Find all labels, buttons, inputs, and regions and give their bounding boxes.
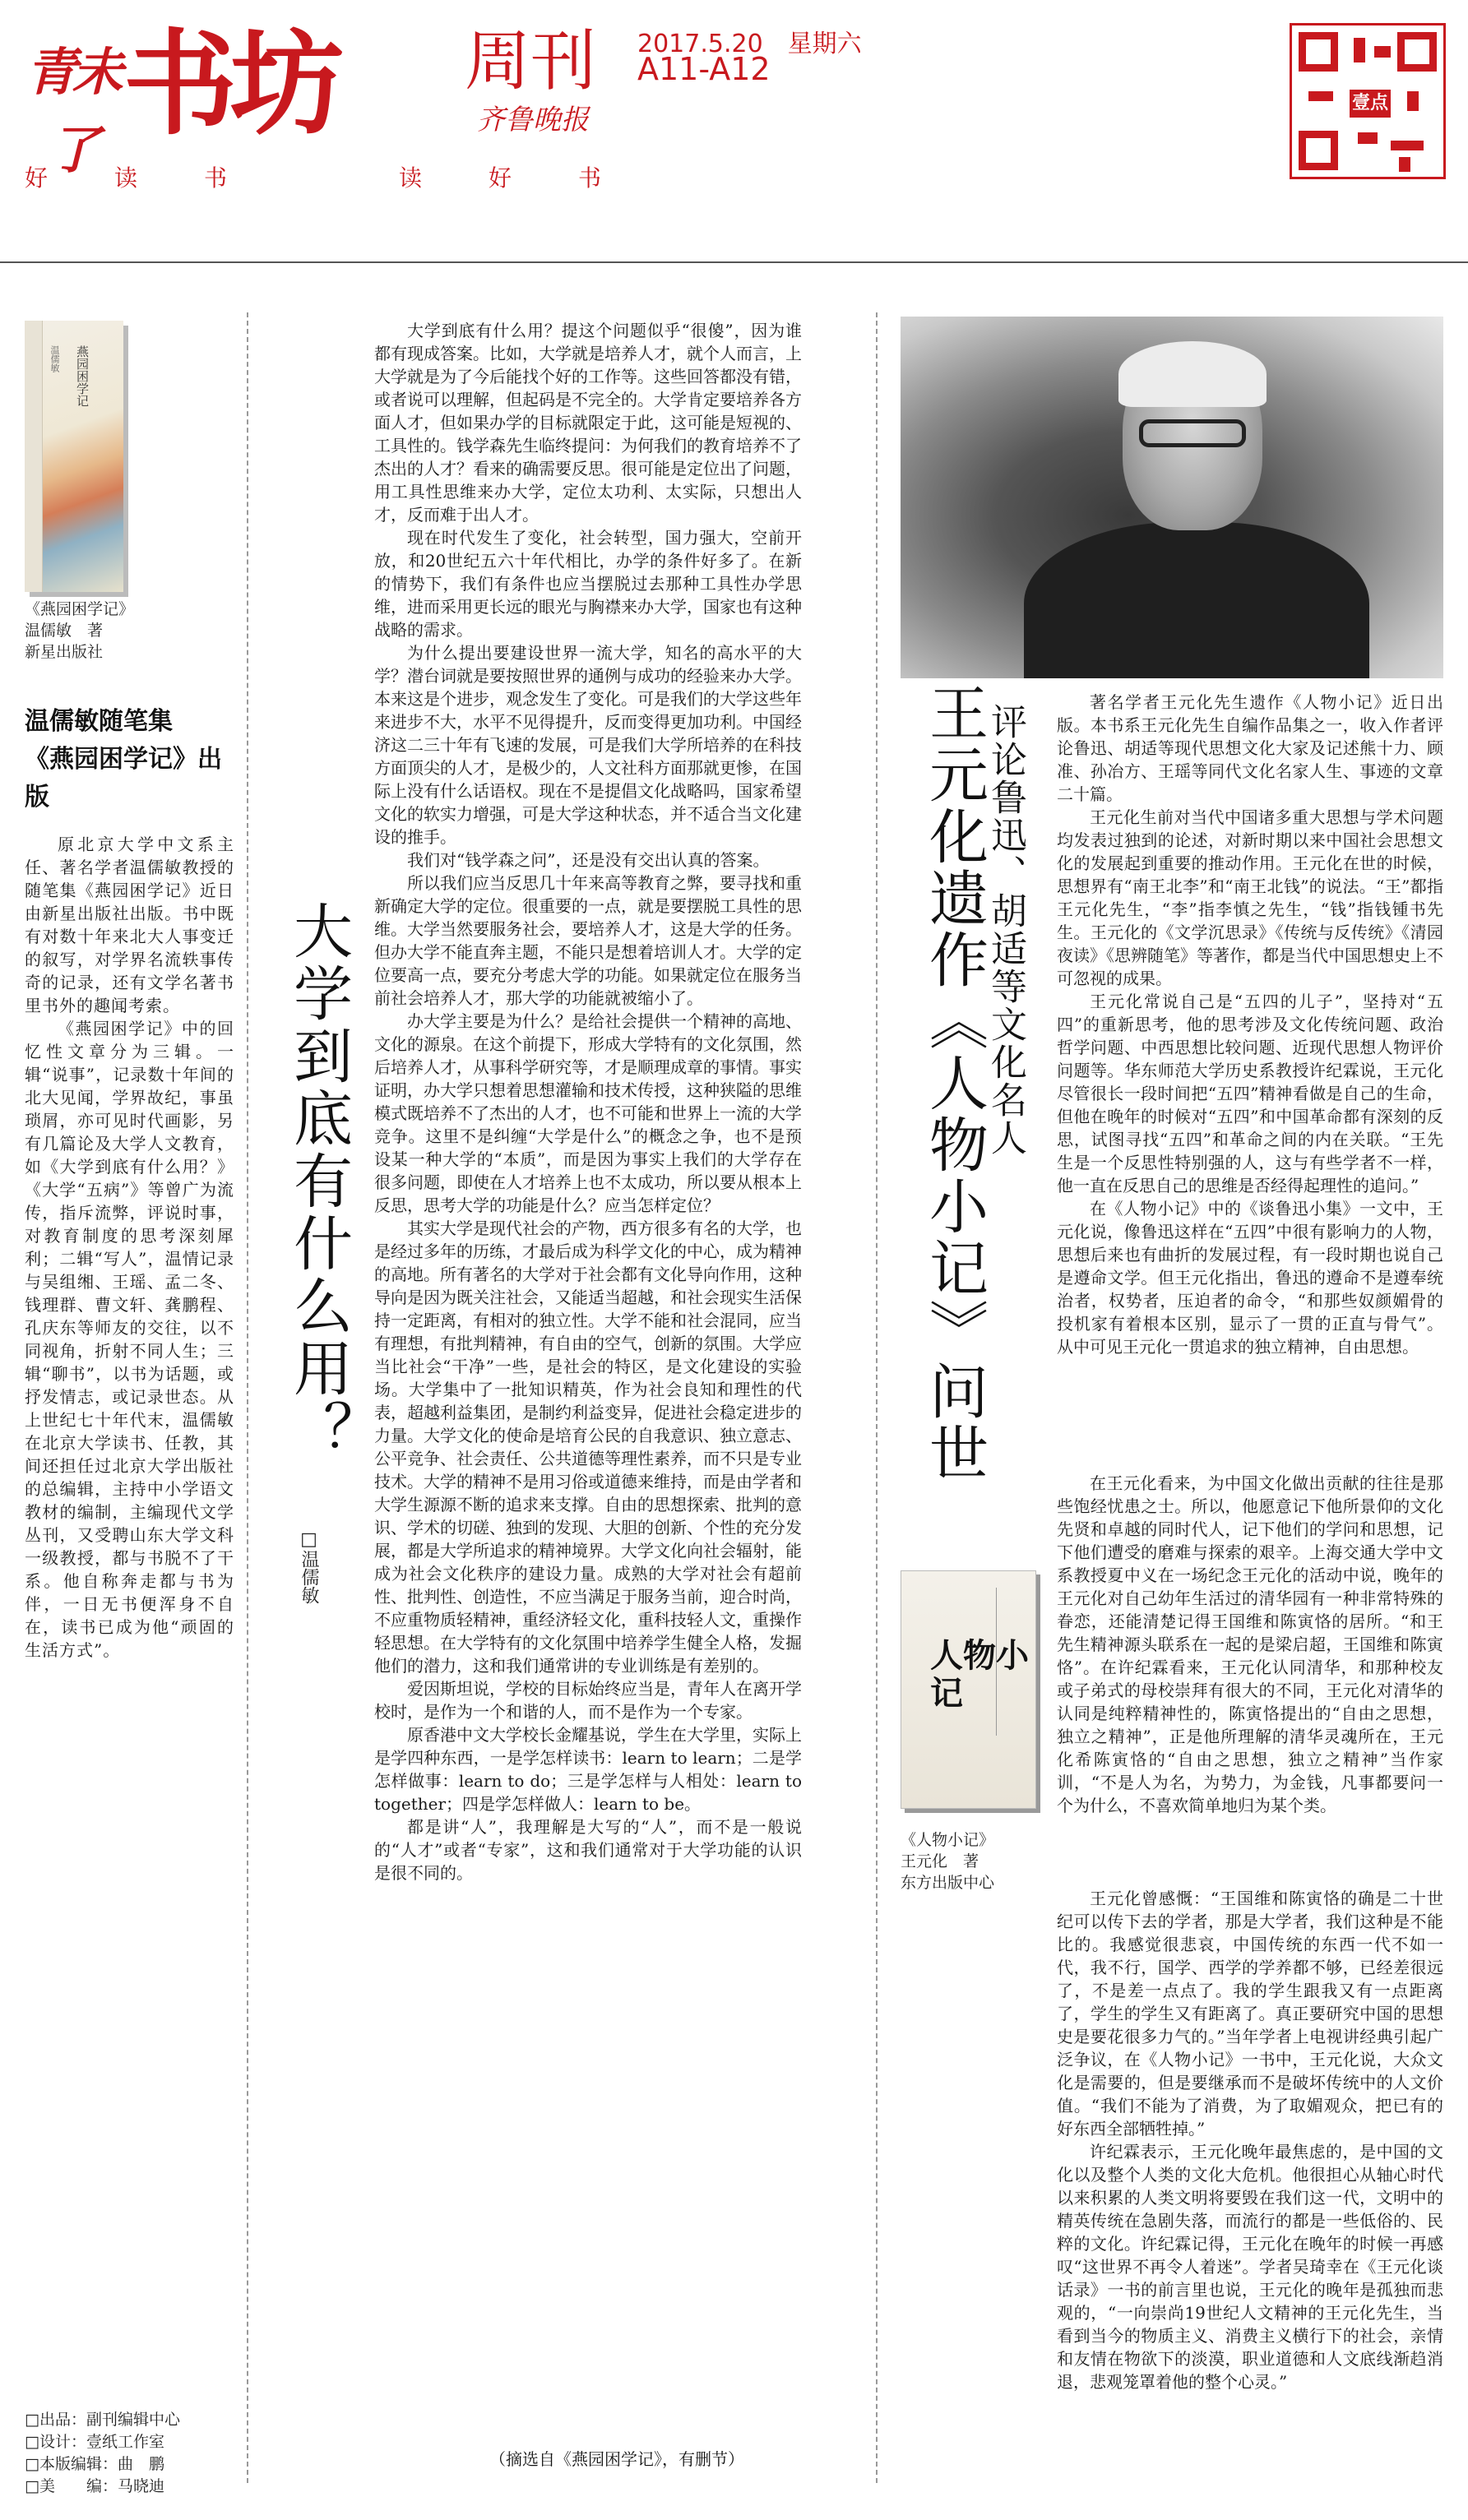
right-article-body-bottom: 王元化曾感慨：“王国维和陈寅恪的确是二十世纪可以传下去的学者，那是大学者，我们这种是不能比的。我感觉很悲哀，中国传统的东西一代不如一代，我不行，国学、西学的学养都不够，已经差很远了，不是差一点点了。我的学生跟我又有一点距离了，学生的学生又有距离了。真正要研究中国的思想史是要花很多力气的。”当年学者上电视讲经典引起广泛争议，在《人物小记》一书中，王元化说，大众文化是需要的，但是要继承而不是破坏传统中的人文价值。“我们不能为了消费，为了取媚观众，把已有的好东西全部牺牲掉。” 许纪霖表示，王元化晚年最焦虑的，是中国的文化以及整个人类的文化大危机。他很担心从轴心时代以来积累的人类文明将要毁在我们这一代，文明中的精英传统在急剧失落，而流行的都是一些低俗的、民粹的文化。许纪霖记得，王元化在晚年的时候一再感叹“这世界不再令人着迷”。学者吴琦幸在《王元化谈话录》一书的前言里也说，王元化的晚年是孤独而悲观的，“一向崇尚19世纪人文精神的王元化先生，当看到当今的物质主义、消费主义横行下的社会，亲情和友情在物欲下的淡漠，职业道德和人文底线渐趋消退，悲观笼罩着他的整个心灵。” xyxy=(1057,1889,1443,2392)
book-caption: 《燕园困学记》 温儒敏 著 新星出版社 xyxy=(25,600,135,661)
qr-finder-icon xyxy=(1299,131,1338,170)
column-divider xyxy=(876,312,878,2483)
slogan-right: 读 好 书 xyxy=(399,164,603,192)
middle-article-author: □温儒敏 xyxy=(299,1529,319,1604)
book-caption: 《人物小记》 王元化 著 东方出版中心 xyxy=(901,1831,995,1892)
book-cover-yanyuan xyxy=(25,321,123,592)
excerpt-note: （摘选自《燕园困学记》，有删节） xyxy=(489,2449,744,2469)
qingweiliao-logo: 青未了 xyxy=(25,42,118,180)
right-article-body-top: 著名学者王元化先生遗作《人物小记》近日出版。本书系王元化先生自编作品集之一，收入作者评论鲁迅、胡适等现代思想文化大家及记述熊十力、顾准、孙冶方、王瑶等同代文化名家人生、事迹的文章二十篇。 王元化生前对当代中国诸多重大思想与学术问题均发表过独到的论述，对新时期以来中国社会思想文化的发展起到重要的推动作用。王元化在世的时候，思想界有“南王北李”和“南王北钱”的说法。“王”都指王元化先生，“李”指李慎之先生，“钱”指钱锺书先生。王元化的《文学沉思录》《传统与反传统》《清园夜读》《思辨随笔》等著作，都是当代中国思想史上不可忽视的成果。 王元化常说自己是“五四的儿子”，坚持对“五四”的重新思考，他的思考涉及文化传统问题、政治哲学问题、中西思想比较问题、近现代思想人物评价问题等。华东师范大学历史系教授许纪霖说，王元化尽管很长一段时间把“五四”精神看做是自己的生命，但他在晚年的时候对“五四”和中国革命都有深刻的反思，试图寻找“五四”和革命之间的内在关联。“王先生是一个反思性特别强的人，这与有些学者不一样，他一直在反思自己的思维是否经得起理性的追问。” 在《人物小记》中的《谈鲁迅小集》一文中，王元化说，像鲁迅这样在“五四”中很有影响力的人物，思想后来也有曲折的发展过程，有一段时期也说自己是遵命文学。但王元化指出，鲁迅的遵命不是遵奉统治者，权势者，压迫者的命令，“和那些奴颜媚骨的投机家有着根本区别，显示了一贯的正直与骨气”。从中可见王元化一贯追求的独立精神，自由思想。 xyxy=(1057,692,1443,1357)
book-cover-title: 人物小记 xyxy=(930,1636,1029,1713)
page-range: A11-A12 xyxy=(637,51,771,87)
middle-article-title: 大学到底有什么用？ xyxy=(284,900,353,1463)
book-cover-author: 温儒敏 xyxy=(49,345,60,372)
right-article-body-mid: 在王元化看来，为中国文化做出贡献的往往是那些饱经忧患之士。所以，他愿意记下他所景仰的文化先贤和卓越的同时代人，记下他们的学问和思想，记下他们遭受的磨难与探索的艰辛。上海交通大学中文系教授夏中义在一场纪念王元化的活动中说，晚年的王元化对自己幼年生活过的清华园有一种非常特殊的眷恋，还能清楚记得王国维和陈寅恪的居所。“和王先生精神源头联系在一起的是梁启超，王国维和陈寅恪”。在许纪霖看来，王元化认同清华，和那种校友或子弟式的母校崇拜有很大的不同，王元化对清华的认同是纯粹精神性的，陈寅恪提出的“自由之思想，独立之精神”，正是他所理解的清华灵魂所在，王元化希陈寅恪的“自由之思想，独立之精神”当作家训，“不是人为名，为势力，为金钱，凡事都要问一个为什么，不喜欢简单地归为某个类。 xyxy=(1057,1473,1443,1815)
wang-yuanhua-photo xyxy=(901,317,1443,678)
right-article-subtitle: 评论鲁迅、胡适等文化名人 xyxy=(984,703,1026,1157)
qr-logo: 壹点 xyxy=(1350,90,1391,118)
column-divider xyxy=(247,312,248,2483)
page-credits: □出品：副刊编辑中心 □设计：壹纸工作室 □本版编辑：曲 鹏 □美 编：马晓迪 xyxy=(25,2411,180,2495)
left-headline: 温儒敏随笔集 《燕园困学记》出版 xyxy=(25,707,222,811)
header-divider xyxy=(0,261,1468,263)
weekday: 星期六 xyxy=(787,30,862,58)
book-cover-title: 燕园困学记 xyxy=(75,345,90,407)
left-article-body: 原北京大学中文系主任、著名学者温儒敏教授的随笔集《燕园困学记》近日由新星出版社出版。书中既有对数十年来北大人事变迁的叙写，对学界名流轶事传奇的记录，还有文学名著书里书外的趣闻考索。 《燕园困学记》中的回忆性文章分为三辑。一辑“说事”，记录数十年间的北大见闻，学界故纪，事虽琐屑，亦可见时代画影，另有几篇论及大学人文教育，如《大学到底有什么用？》《大学“五病”》等曾广为流传，指斥流弊，评说时事，对教育制度的思考深刻犀利；二辑“写人”，温情记录与吴组缃、王瑶、孟二冬、钱理群、曹文轩、龚鹏程、孔庆东等师友的交往，以不同视角，折射不同人生；三辑“聊书”，以书为话题，或抒发情志，或记录世态。从上世纪七十年代末，温儒敏在北京大学读书、任教，其间还担任过北京大学出版社的总编辑，主持中小学语文教材的编制，主编现代文学丛刊，又受聘山东大学文科一级教授，都与书脱不了干系。他自称奔走都与书为伴，一日无书便浑身不自在，读书已成为他“顽固的生活方式”。 xyxy=(25,835,234,1660)
qr-finder-icon xyxy=(1299,32,1338,72)
right-article-title: 王元化遗作《人物小记》问世 xyxy=(919,682,989,1484)
middle-article-body: 大学到底有什么用？提这个问题似乎“很傻”，因为谁都有现成答案。比如，大学就是培养人才，就个人而言，上大学就是为了今后能找个好的工作等。这些回答都没有错，或者说可以理解，但起码是不完全的。大学肯定要培养各方面人才，但如果办学的目标就限定于此，这可能是短视的、工具性的。钱学森先生临终提问：为何我们的教育培养不了杰出的人才？看来的确需要反思。很可能是定位出了问题，用工具性思维来办大学，定位太功利、太实际，只想出人才，反而难于出人才。 现在时代发生了变化，社会转型，国力强大，空前开放，和20世纪五六十年代相比，办学的条件好多了。在新的情势下，我们有条件也应当摆脱过去那种工具性办学思维，进而采用更长远的眼光与胸襟来办大学，国家也有这种战略的需求。 为什么提出要建设世界一流大学，知名的高水平的大学？潜台词就是要按照世界的通例与成功的经验来办大学。本来这是个进步，观念发生了变化。可是我们的大学这些年来进步不大，水平不见得提升，反而变得更加功利。中国经济这二三十年有飞速的发展，可是我们大学所培养的在科技方面顶尖的人才，是极少的，人文社科方面那就更惨，在国际上没有什么话语权。现在不是提倡文化战略吗，国家希望文化的软实力增强，可是大学这种状态，并不适合当文化建设的推手。 我们对“钱学森之问”，还是没有交出认真的答案。 所以我们应当反思几十年来高等教育之弊，要寻找和重新确定大学的定位。很重要的一点，就是要摆脱工具性的思维。大学当然要服务社会，要培养人才，这是大学的任务。但办大学不能直奔主题，不能只是想着培训人才。大学的定位要高一点，要充分考虑大学的功能。如果就定位在服务当前社会培养人才，那大学的功能就被缩小了。 办大学主要是为什么？是给社会提供一个精神的高地、文化的源泉。在这个前提下，形成大学特有的文化氛围，然后培养人才，从事科学研究等，才是顺理成章的事情。事实证明，办大学只想着思想灌输和技术传授，这种狭隘的思维模式既培养不了杰出的人才，也不可能和世界上一流的大学竞争。这里不是纠缠“大学是什么”的概念之争，也不是预设某一种大学的“本质”，而是因为事实上我们的大学存在很多问题，即使在人才培养上也不太成功，所以要从根本上反思，思考大学的功能是什么？应当怎样定位？ 其实大学是现代社会的产物，西方很多有名的大学，也是经过多年的历练，才最后成为科学文化的中心，成为精神的高地。所有著名的大学对于社会都有文化导向作用，这种导向是因为既关注社会，又能适当超越，和社会现实生活保持一定距离，有相对的独立性。大学不能和社会混同，应当有理想，有批判精神，有自由的空气，创新的氛围。大学应当比社会“干净”一些，是社会的特区，是文化建设的实验场。大学集中了一批知识精英，作为社会良知和理性的代表，超越利益集团，是制约利益变异，促进社会稳定进步的力量。大学文化的使命是培育公民的自我意识、独立意志、公平竞争、社会责任、公共道德等理性素养，而不只是专业技术。大学的精神不是用习俗或道德来维持，而是由学者和大学生源源不断的追求来支撑。自由的思想探索、批判的意识、学术的切磋、独到的发现、大胆的创新、个性的充分发展，都是大学所追求的精神境界。大学文化向社会辐射，能成为社会文化秩序的建设力量。成熟的大学对社会有超前性、批判性、创造性，不应当满足于服务当前，迎合时尚，不应重物质轻精神，重经济轻文化，重科技轻人文，重操作轻思想。在大学特有的文化氛围中培养学生健全人格，发掘他们的潜力，这和我们通常讲的专业训练是有差别的。 爱因斯坦说，学校的目标始终应当是，青年人在离开学校时，是作为一个和谐的人，而不是作为一个专家。 原香港中文大学校长金耀基说，学生在大学里，实际上是学四种东西，一是学怎样读书：learn to learn；二是学怎样做事：learn to do；三是学怎样与人相处：learn to together；四是学怎样做人：learn to be。 都是讲“人”，我理解是大写的“人”，而不是一般说的“人才”或者“专家”，这和我们通常对于大学功能的认识是很不同的。 xyxy=(374,321,802,1883)
slogan-left: 好 读 书 xyxy=(25,164,229,192)
book-cover-renwu xyxy=(901,1570,1036,1809)
qr-finder-icon xyxy=(1397,32,1437,72)
date-value: 2017.5.20 xyxy=(637,30,763,58)
weekly-label: 周刊 xyxy=(465,23,596,99)
section-title: 书坊 xyxy=(123,18,338,150)
qr-code[interactable] xyxy=(1290,23,1446,179)
newspaper-name: 齐鲁晚报 xyxy=(477,104,589,136)
